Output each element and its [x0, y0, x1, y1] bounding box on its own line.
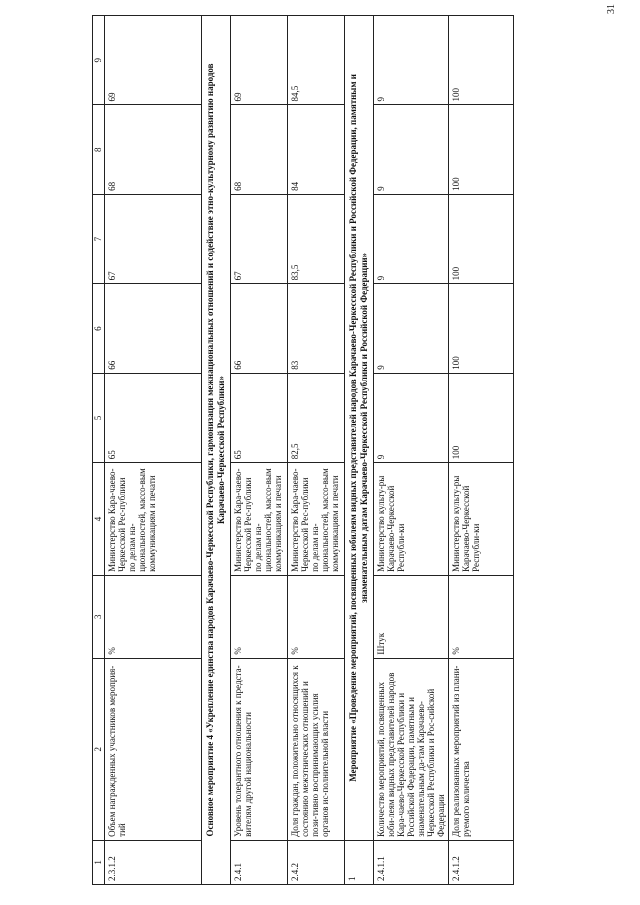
value-cell: 69	[231, 16, 288, 105]
header-cell: 1	[93, 840, 105, 884]
value-cell: 66	[231, 284, 288, 373]
value-cell: 9	[374, 373, 449, 462]
value-cell: 9	[374, 105, 449, 194]
value-cell: 67	[231, 194, 288, 283]
row-number: 2.4.1	[231, 840, 288, 884]
section-row	[345, 16, 374, 885]
organization-cell: Министерство Кара-чаево-Черкесской Рес-публики по делам на-циональностей, массо-вым коммуникациям и печати	[288, 463, 345, 576]
table-row	[449, 16, 514, 885]
value-cell: 68	[231, 105, 288, 194]
organization-cell: Министерство Кара-чаево-Черкесской Рес-публики по делам на-циональностей, массо-вым коммуникациям и печати	[231, 463, 288, 576]
value-cell: 100	[449, 105, 514, 194]
header-cell: 2	[93, 658, 105, 840]
table-row	[288, 16, 345, 885]
value-cell: 83	[288, 284, 345, 373]
unit-cell: %	[231, 575, 288, 658]
header-cell: 4	[93, 463, 105, 576]
table-row	[105, 16, 202, 885]
unit-cell: %	[449, 575, 514, 658]
header-cell: 6	[93, 284, 105, 373]
header-cell: 9	[93, 16, 105, 105]
page-number: 31	[606, 4, 617, 14]
value-cell: 100	[449, 194, 514, 283]
row-number: 2.3.1.2	[105, 840, 202, 884]
table-row	[374, 16, 449, 885]
header-cell: 3	[93, 575, 105, 658]
value-cell: 67	[105, 194, 202, 283]
value-cell: 100	[449, 284, 514, 373]
indicator-name: Доля реализованных мероприятий из плани-руемого количества	[449, 658, 514, 840]
value-cell: 9	[374, 194, 449, 283]
indicators-table	[92, 15, 514, 885]
value-cell: 84	[288, 105, 345, 194]
header-cell: 7	[93, 194, 105, 283]
row-number: 1	[345, 840, 374, 884]
section-title: Мероприятие «Проведение мероприятий, посвященных юбилеям видных представителей народов Карачаево-Черкесской Республики и Российской Федерации, памятным и знаменательным датам Карачаево-Черкесской Республики и Российской Федерации»	[345, 16, 374, 841]
value-cell: 68	[105, 105, 202, 194]
rotated-page	[92, 15, 544, 885]
value-cell: 83,5	[288, 194, 345, 283]
unit-cell: %	[288, 575, 345, 658]
value-cell: 100	[449, 373, 514, 462]
row-number: 2.4.1.2	[449, 840, 514, 884]
value-cell: 66	[105, 284, 202, 373]
table-row	[231, 16, 288, 885]
unit-cell: Штук	[374, 575, 449, 658]
value-cell: 84,5	[288, 16, 345, 105]
value-cell: 65	[231, 373, 288, 462]
value-cell: 65	[105, 373, 202, 462]
row-number: 2.4.1.1	[374, 840, 449, 884]
value-cell: 100	[449, 16, 514, 105]
unit-cell: %	[105, 575, 202, 658]
value-cell: 82,5	[288, 373, 345, 462]
indicator-name: Доля граждан, положительно относящихся к состоянию межэтнических отношений и пози-тивно воспринимающих усилия органов ис-полнительной власти	[288, 658, 345, 840]
row-number: 2.4.2	[288, 840, 345, 884]
value-cell: 69	[105, 16, 202, 105]
organization-cell: Министерство культу-ры Карачаево-Черкесской Республи-ки	[374, 463, 449, 576]
header-cell: 5	[93, 373, 105, 462]
section-title: Основное мероприятие 4 «Укрепление единства народов Карачаево-Черкесской Республики, гармонизация межнациональных отношений и содействие этно-культурному развитию народов Карачаево-Черкесской Республики»	[202, 16, 231, 885]
value-cell: 9	[374, 284, 449, 373]
indicator-name: Количество мероприятий, посвященных юби-леям видных представителей народов Кара-чаево-Черкесской Республики и Российской Федерации, памятным и знаменательным да-там Карачаево-Черкесской Республики и Рос-сийской Федерации	[374, 658, 449, 840]
organization-cell: Министерство Кара-чаево-Черкесской Рес-публики по делам на-циональностей, массо-вым коммуникациям и печати	[105, 463, 202, 576]
header-cell: 8	[93, 105, 105, 194]
section-row	[202, 16, 231, 885]
header-row	[93, 16, 105, 885]
organization-cell: Министерство культу-ры Карачаево-Черкесской Республи-ки	[449, 463, 514, 576]
indicator-name: Уровень толерантного отношения к предста-вителям другой национальности	[231, 658, 288, 840]
indicator-name: Объем награжденных участников мероприя-тий	[105, 658, 202, 840]
value-cell: 9	[374, 16, 449, 105]
